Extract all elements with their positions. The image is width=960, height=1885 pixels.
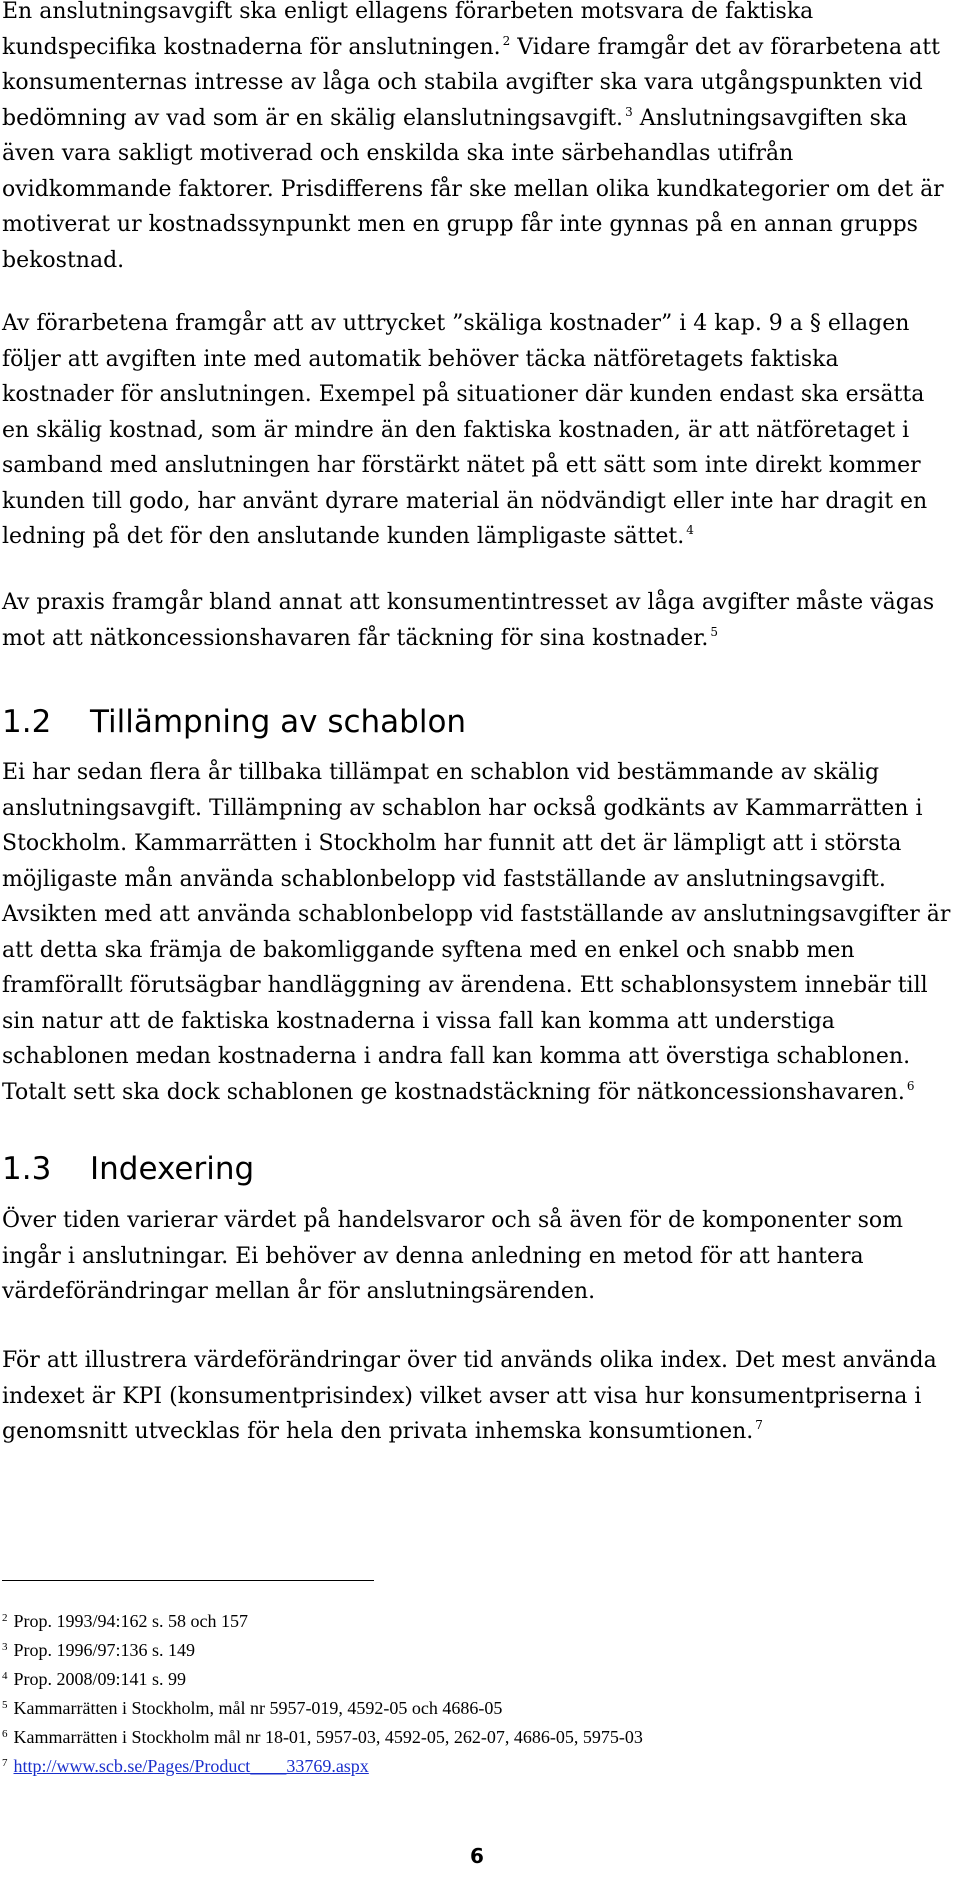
footnote-4: [2, 1666, 186, 1693]
footnote-number: 2: [2, 1612, 8, 1624]
footnote-5: [2, 1695, 502, 1722]
section-heading-1-3: [2, 1149, 254, 1189]
footnote-text: Kammarrätten i Stockholm, mål nr 5957-019, 4592-05 och 4686-05: [13, 1698, 503, 1718]
paragraph-text: Anslutningsavgiften ska även vara sakligt motiverad och enskilda ska inte särbehandlas utifrån ovidkommande faktorer. Prisdifferens får ske mellan olika kundkategorier om det är motiverat ur kostnadssynpunkt men en grupp får inte gynnas på en annan grupps bekostnad.: [2, 105, 944, 273]
section-title: Indexering: [90, 1151, 255, 1187]
paragraph-text: Över tiden varierar värdet på handelsvaror och så även för de komponenter som ingår i anslutningar. Ei behöver av denna anledning en metod för att hantera värdeförändringar mellan år för anslutningsärenden.: [2, 1208, 904, 1304]
footnote-number: 7: [2, 1757, 8, 1769]
footnote-text: Prop. 1996/97:136 s. 149: [13, 1640, 196, 1660]
footnote-ref[interactable]: 5: [710, 624, 718, 639]
paragraph-text: Av förarbetena framgår att av uttrycket ”skäliga kostnader” i 4 kap. 9 a § ellagen följer att avgiften inte med automatik behöver täcka nätföretagets faktiska kostnader för anslutningen. Exempel på situationer där kunden endast ska ersätta en skälig kostnad, som är mindre än den faktiska kostnaden, är att nätföretaget i samband med anslutningen har förstärkt nätet på ett sätt som inte direkt kommer kunden till godo, har använt dyrare material än nödvändigt eller inte har dragit en ledning på det för den anslutande kunden lämpligaste sättet.: [2, 311, 928, 549]
footnote-text: Prop. 1993/94:162 s. 58 och 157: [13, 1611, 249, 1631]
paragraph-anslutningsavgift: [2, 0, 952, 278]
paragraph-praxis: [2, 585, 952, 656]
footnote-ref[interactable]: 2: [502, 33, 511, 48]
footnote-ref[interactable]: 4: [686, 523, 694, 537]
footnote-number: 4: [2, 1670, 8, 1682]
footnote-number: 5: [2, 1699, 8, 1711]
section-number: 1.3: [2, 1151, 52, 1187]
footnote-3: [2, 1637, 195, 1664]
footnote-ref[interactable]: 3: [625, 104, 633, 119]
scb-link[interactable]: http://www.scb.se/Pages/Product____33769.aspx: [13, 1756, 369, 1776]
paragraph-text: För att illustrera värdeförändringar över tid används olika index. Det mest använda indexet är KPI (konsumentprisindex) vilket avser att visa hur konsumentpriserna i genomsnitt utvecklas för hela den privata inhemska konsumtionen.: [2, 1348, 937, 1444]
footnote-text: Prop. 2008/09:141 s. 99: [13, 1669, 187, 1689]
paragraph-text: Av praxis framgår bland annat att konsumentintresset av låga avgifter måste vägas mot att nätkoncessionshavaren får täckning för sina kostnader.: [2, 590, 935, 651]
footnote-6: [2, 1724, 643, 1751]
paragraph-text: Vidare framgår det av förarbetena att konsumenternas intresse av låga och stabila avgifter ska vara utgångspunkten vid bedömning av vad som är en skälig elanslutningsavgift.: [2, 34, 940, 131]
paragraph-skaliga-kostnader: [2, 306, 952, 555]
paragraph-text: En anslutningsavgift ska enligt ellagens förarbeten motsvara de faktiska kundspecifika kostnaderna för anslutningen.: [2, 0, 814, 60]
footnote-number: 3: [2, 1641, 8, 1653]
section-title: Tillämpning av schablon: [90, 704, 467, 740]
paragraph-vardeforandring: [2, 1203, 952, 1310]
footnote-text: Kammarrätten i Stockholm mål nr 18-01, 5957-03, 4592-05, 262-07, 4686-05, 5975-03: [13, 1727, 643, 1747]
footnote-7: [2, 1753, 369, 1780]
section-heading-1-2: [2, 702, 466, 742]
paragraph-index: [2, 1343, 952, 1450]
footnote-divider: [2, 1580, 374, 1581]
page-number: 6: [470, 1844, 484, 1868]
paragraph-text: Ei har sedan flera år tillbaka tillämpat en schablon vid bestämmande av skälig anslutningsavgift. Tillämpning av schablon har också godkänts av Kammarrätten i Stockholm. Kammarrätten i Stockholm har funnit att det är lämpligt att i största möjligaste mån använda schablonbelopp vid fastställande av anslutningsavgift. Avsikten med att använda schablonbelopp vid fastställande av anslutningsavgifter är att detta ska främja de bakomliggande syftena med en enkel och snabb men framförallt förutsägbar handläggning av ärendena. Ett schablonsystem innebär till sin natur att de faktiska kostnaderna i vissa fall kan komma att understiga schablonen medan kostnaderna i andra fall kan komma att överstiga schablonen. Totalt sett ska dock schablonen ge kostnadstäckning för nätkoncessionshavaren.: [2, 760, 951, 1105]
footnote-ref[interactable]: 7: [755, 1418, 763, 1432]
footnote-2: [2, 1608, 248, 1635]
footnote-ref[interactable]: 6: [906, 1078, 915, 1093]
section-number: 1.2: [2, 704, 52, 740]
footnote-number: 6: [2, 1728, 8, 1740]
paragraph-schablon: [2, 755, 952, 1110]
